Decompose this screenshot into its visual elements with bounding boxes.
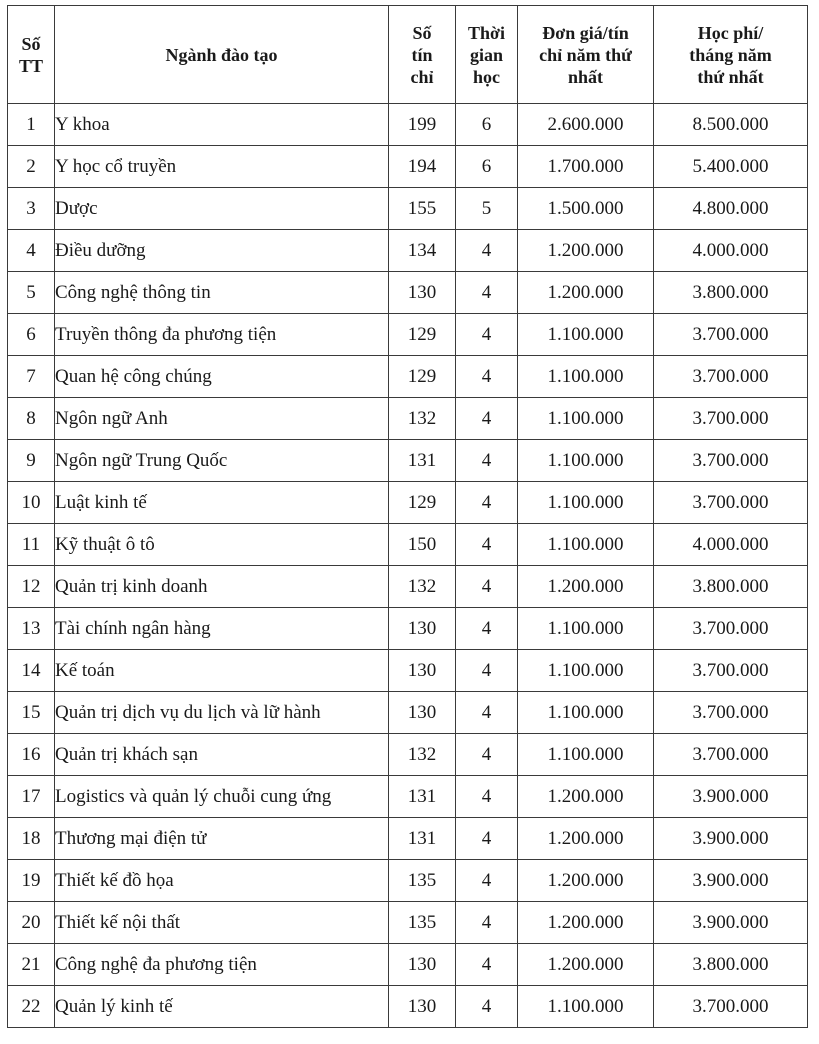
table-row xyxy=(8,272,808,314)
cell-monthly-fee: 3.900.000 xyxy=(654,902,808,944)
cell-monthly-fee: 4.000.000 xyxy=(654,230,808,272)
cell-credit-price: 1.100.000 xyxy=(518,524,654,566)
table-row xyxy=(8,860,808,902)
cell-program-name: Y khoa xyxy=(55,104,389,146)
header-program: Ngành đào tạo xyxy=(55,6,389,104)
cell-duration: 6 xyxy=(456,104,518,146)
cell-stt: 4 xyxy=(8,230,55,272)
cell-stt: 7 xyxy=(8,356,55,398)
cell-stt: 6 xyxy=(8,314,55,356)
cell-duration: 4 xyxy=(456,566,518,608)
table-row xyxy=(8,818,808,860)
cell-stt: 8 xyxy=(8,398,55,440)
cell-credit-price: 1.200.000 xyxy=(518,818,654,860)
cell-credit-price: 1.200.000 xyxy=(518,902,654,944)
cell-credits: 130 xyxy=(389,692,456,734)
cell-credits: 199 xyxy=(389,104,456,146)
cell-stt: 13 xyxy=(8,608,55,650)
cell-monthly-fee: 4.000.000 xyxy=(654,524,808,566)
cell-program-name: Dược xyxy=(55,188,389,230)
cell-stt: 21 xyxy=(8,944,55,986)
cell-program-name: Ngôn ngữ Anh xyxy=(55,398,389,440)
cell-duration: 4 xyxy=(456,230,518,272)
cell-duration: 4 xyxy=(456,482,518,524)
cell-stt: 1 xyxy=(8,104,55,146)
cell-credits: 155 xyxy=(389,188,456,230)
cell-credit-price: 1.200.000 xyxy=(518,776,654,818)
cell-stt: 15 xyxy=(8,692,55,734)
cell-credits: 129 xyxy=(389,482,456,524)
table-header xyxy=(8,6,808,104)
cell-stt: 10 xyxy=(8,482,55,524)
table-row xyxy=(8,986,808,1028)
cell-program-name: Công nghệ thông tin xyxy=(55,272,389,314)
cell-credits: 129 xyxy=(389,356,456,398)
table-row xyxy=(8,104,808,146)
header-row xyxy=(8,6,808,104)
cell-credit-price: 1.200.000 xyxy=(518,566,654,608)
cell-credits: 130 xyxy=(389,986,456,1028)
cell-stt: 22 xyxy=(8,986,55,1028)
cell-duration: 6 xyxy=(456,146,518,188)
cell-monthly-fee: 3.800.000 xyxy=(654,944,808,986)
cell-stt: 19 xyxy=(8,860,55,902)
tuition-table xyxy=(7,5,808,1028)
table-row xyxy=(8,356,808,398)
cell-duration: 4 xyxy=(456,776,518,818)
cell-credits: 130 xyxy=(389,650,456,692)
cell-duration: 4 xyxy=(456,860,518,902)
cell-monthly-fee: 3.700.000 xyxy=(654,650,808,692)
table-body xyxy=(8,104,808,1028)
cell-credits: 131 xyxy=(389,818,456,860)
cell-credits: 150 xyxy=(389,524,456,566)
cell-duration: 4 xyxy=(456,650,518,692)
cell-credit-price: 1.200.000 xyxy=(518,272,654,314)
cell-stt: 17 xyxy=(8,776,55,818)
table-row xyxy=(8,608,808,650)
cell-credit-price: 1.100.000 xyxy=(518,440,654,482)
cell-program-name: Tài chính ngân hàng xyxy=(55,608,389,650)
cell-program-name: Quản trị kinh doanh xyxy=(55,566,389,608)
cell-credits: 129 xyxy=(389,314,456,356)
cell-monthly-fee: 3.700.000 xyxy=(654,440,808,482)
table-row xyxy=(8,692,808,734)
cell-monthly-fee: 3.700.000 xyxy=(654,608,808,650)
cell-program-name: Thương mại điện tử xyxy=(55,818,389,860)
table-row xyxy=(8,566,808,608)
cell-stt: 14 xyxy=(8,650,55,692)
cell-credits: 132 xyxy=(389,734,456,776)
cell-credits: 132 xyxy=(389,398,456,440)
table-row xyxy=(8,944,808,986)
cell-monthly-fee: 3.700.000 xyxy=(654,314,808,356)
cell-monthly-fee: 8.500.000 xyxy=(654,104,808,146)
cell-credit-price: 1.500.000 xyxy=(518,188,654,230)
cell-program-name: Quản trị dịch vụ du lịch và lữ hành xyxy=(55,692,389,734)
cell-duration: 4 xyxy=(456,356,518,398)
cell-stt: 9 xyxy=(8,440,55,482)
cell-monthly-fee: 3.700.000 xyxy=(654,692,808,734)
cell-program-name: Quan hệ công chúng xyxy=(55,356,389,398)
cell-monthly-fee: 3.700.000 xyxy=(654,986,808,1028)
header-duration: Thời gian học xyxy=(456,6,518,104)
cell-program-name: Ngôn ngữ Trung Quốc xyxy=(55,440,389,482)
table-row xyxy=(8,650,808,692)
cell-monthly-fee: 3.700.000 xyxy=(654,482,808,524)
cell-duration: 4 xyxy=(456,524,518,566)
cell-program-name: Công nghệ đa phương tiện xyxy=(55,944,389,986)
table-row xyxy=(8,524,808,566)
cell-program-name: Kế toán xyxy=(55,650,389,692)
cell-duration: 4 xyxy=(456,902,518,944)
cell-credit-price: 1.100.000 xyxy=(518,398,654,440)
cell-duration: 4 xyxy=(456,944,518,986)
cell-stt: 11 xyxy=(8,524,55,566)
cell-stt: 16 xyxy=(8,734,55,776)
cell-credits: 132 xyxy=(389,566,456,608)
cell-credit-price: 1.100.000 xyxy=(518,314,654,356)
cell-credit-price: 1.700.000 xyxy=(518,146,654,188)
table-row xyxy=(8,146,808,188)
cell-stt: 5 xyxy=(8,272,55,314)
cell-credits: 130 xyxy=(389,608,456,650)
cell-credits: 135 xyxy=(389,902,456,944)
cell-duration: 4 xyxy=(456,272,518,314)
cell-credits: 135 xyxy=(389,860,456,902)
cell-program-name: Quản lý kinh tế xyxy=(55,986,389,1028)
cell-program-name: Thiết kế đồ họa xyxy=(55,860,389,902)
cell-stt: 2 xyxy=(8,146,55,188)
cell-program-name: Kỹ thuật ô tô xyxy=(55,524,389,566)
table-row xyxy=(8,902,808,944)
table-row xyxy=(8,440,808,482)
cell-monthly-fee: 3.700.000 xyxy=(654,398,808,440)
cell-credit-price: 1.100.000 xyxy=(518,608,654,650)
cell-program-name: Điều dưỡng xyxy=(55,230,389,272)
cell-credit-price: 1.100.000 xyxy=(518,650,654,692)
cell-duration: 4 xyxy=(456,440,518,482)
cell-monthly-fee: 3.700.000 xyxy=(654,734,808,776)
cell-monthly-fee: 3.800.000 xyxy=(654,272,808,314)
cell-credit-price: 1.100.000 xyxy=(518,482,654,524)
header-stt: Số TT xyxy=(8,6,55,104)
cell-program-name: Luật kinh tế xyxy=(55,482,389,524)
cell-credit-price: 1.200.000 xyxy=(518,944,654,986)
table-row xyxy=(8,734,808,776)
cell-credit-price: 1.100.000 xyxy=(518,986,654,1028)
cell-monthly-fee: 3.700.000 xyxy=(654,356,808,398)
cell-duration: 4 xyxy=(456,692,518,734)
cell-duration: 4 xyxy=(456,608,518,650)
cell-program-name: Quản trị khách sạn xyxy=(55,734,389,776)
cell-monthly-fee: 5.400.000 xyxy=(654,146,808,188)
cell-credit-price: 1.100.000 xyxy=(518,734,654,776)
cell-credit-price: 1.200.000 xyxy=(518,230,654,272)
cell-monthly-fee: 3.800.000 xyxy=(654,566,808,608)
cell-duration: 4 xyxy=(456,734,518,776)
cell-credits: 130 xyxy=(389,944,456,986)
cell-program-name: Logistics và quản lý chuỗi cung ứng xyxy=(55,776,389,818)
header-monthly-fee: Học phí/ tháng năm thứ nhất xyxy=(654,6,808,104)
cell-credits: 134 xyxy=(389,230,456,272)
cell-duration: 4 xyxy=(456,818,518,860)
cell-program-name: Y học cổ truyền xyxy=(55,146,389,188)
table-row xyxy=(8,776,808,818)
cell-monthly-fee: 3.900.000 xyxy=(654,860,808,902)
cell-credit-price: 1.200.000 xyxy=(518,860,654,902)
cell-duration: 4 xyxy=(456,398,518,440)
table-row xyxy=(8,482,808,524)
cell-duration: 4 xyxy=(456,986,518,1028)
cell-monthly-fee: 3.900.000 xyxy=(654,818,808,860)
cell-credits: 130 xyxy=(389,272,456,314)
cell-credit-price: 1.100.000 xyxy=(518,692,654,734)
header-credit-price: Đơn giá/tín chỉ năm thứ nhất xyxy=(518,6,654,104)
cell-credits: 131 xyxy=(389,440,456,482)
cell-stt: 12 xyxy=(8,566,55,608)
cell-credit-price: 1.100.000 xyxy=(518,356,654,398)
cell-credits: 194 xyxy=(389,146,456,188)
cell-monthly-fee: 4.800.000 xyxy=(654,188,808,230)
cell-program-name: Truyền thông đa phương tiện xyxy=(55,314,389,356)
cell-credits: 131 xyxy=(389,776,456,818)
table-row xyxy=(8,398,808,440)
table-row xyxy=(8,314,808,356)
cell-stt: 3 xyxy=(8,188,55,230)
cell-duration: 5 xyxy=(456,188,518,230)
cell-duration: 4 xyxy=(456,314,518,356)
table-row xyxy=(8,230,808,272)
cell-monthly-fee: 3.900.000 xyxy=(654,776,808,818)
cell-credit-price: 2.600.000 xyxy=(518,104,654,146)
table-row xyxy=(8,188,808,230)
cell-program-name: Thiết kế nội thất xyxy=(55,902,389,944)
header-credits: Số tín chỉ xyxy=(389,6,456,104)
cell-stt: 20 xyxy=(8,902,55,944)
cell-stt: 18 xyxy=(8,818,55,860)
